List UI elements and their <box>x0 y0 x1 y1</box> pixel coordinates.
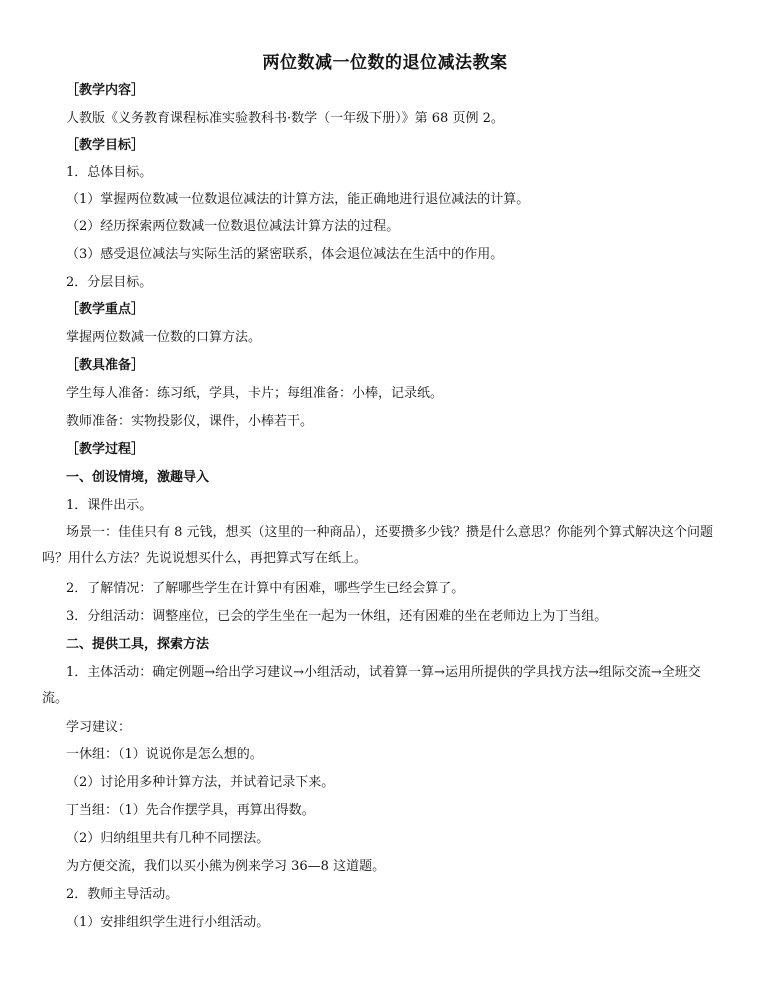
process-section-1: 一、创设情境，激趣导入 <box>66 470 210 485</box>
s1-item-3: 3．分组活动：调整座位，已会的学生坐在一起为一休组，还有困难的坐在老师边上为丁当组。 <box>66 609 608 624</box>
tools-students: 学生每人准备：练习纸，学具，卡片；每组准备：小棒，记录纸。 <box>66 386 444 401</box>
s2-item-2: 2．教师主导活动。 <box>66 887 179 902</box>
s1-item-1: 1．课件出示。 <box>66 498 153 513</box>
goal-1: 1．总体目标。 <box>66 165 153 180</box>
section-heading-content: ［教学内容］ <box>66 83 145 98</box>
document-title: 两位数减一位数的退位减法教案 <box>262 53 508 73</box>
yixiu-suggestion-1: 一休组：（1）说说你是怎么想的。 <box>66 747 263 762</box>
section-heading-key: ［教学重点］ <box>66 302 145 317</box>
section-heading-process: ［教学过程］ <box>66 442 145 457</box>
goal-1-3: （3）感受退位减法与实际生活的紧密联系，体会退位减法在生活中的作用。 <box>66 247 504 262</box>
dingdang-suggestion-2: （2）归纳组里共有几种不同摆法。 <box>66 831 270 846</box>
section-heading-tools: ［教具准备］ <box>66 358 145 373</box>
process-section-2: 二、提供工具，探索方法 <box>66 637 210 652</box>
content-text: 人教版《义务教育课程标准实验教科书·数学（一年级下册）》第 68 页例 2。 <box>66 111 504 126</box>
example-text: 为方便交流，我们以买小熊为例来学习 36—8 这道题。 <box>66 859 386 874</box>
dingdang-suggestion-1: 丁当组：（1）先合作摆学具，再算出得数。 <box>66 803 315 818</box>
key-text: 掌握两位数减一位数的口算方法。 <box>66 330 262 345</box>
yixiu-suggestion-2: （2）讨论用多种计算方法，并试着记录下来。 <box>66 775 335 790</box>
s1-item-2: 2．了解情况：了解哪些学生在计算中有困难，哪些学生已经会算了。 <box>66 581 465 596</box>
s2-item-2-1: （1）安排组织学生进行小组活动。 <box>66 915 270 930</box>
suggest-title: 学习建议： <box>66 720 132 735</box>
tools-teacher: 教师准备：实物投影仪，课件，小棒若干。 <box>66 414 314 429</box>
s2-item-1: 1．主体活动：确定例题→给出学习建议→小组活动，试着算一算→运用所提供的学具找方法→组际交流→全班交流。 <box>42 665 701 706</box>
goal-1-2: （2）经历探索两位数减一位数退位减法计算方法的过程。 <box>66 219 400 234</box>
s1-scene: 场景一：佳佳只有 8 元钱，想买（这里的一种商品），还要攒多少钱？攒是什么意思？你能列个算式解决这个问题吗？用什么方法？先说说想买什么，再把算式写在纸上。 <box>42 525 714 566</box>
goal-2: 2．分层目标。 <box>66 275 153 290</box>
goal-1-1: （1）掌握两位数减一位数退位减法的计算方法，能正确地进行退位减法的计算。 <box>66 192 530 207</box>
section-heading-goals: ［教学目标］ <box>66 138 145 153</box>
